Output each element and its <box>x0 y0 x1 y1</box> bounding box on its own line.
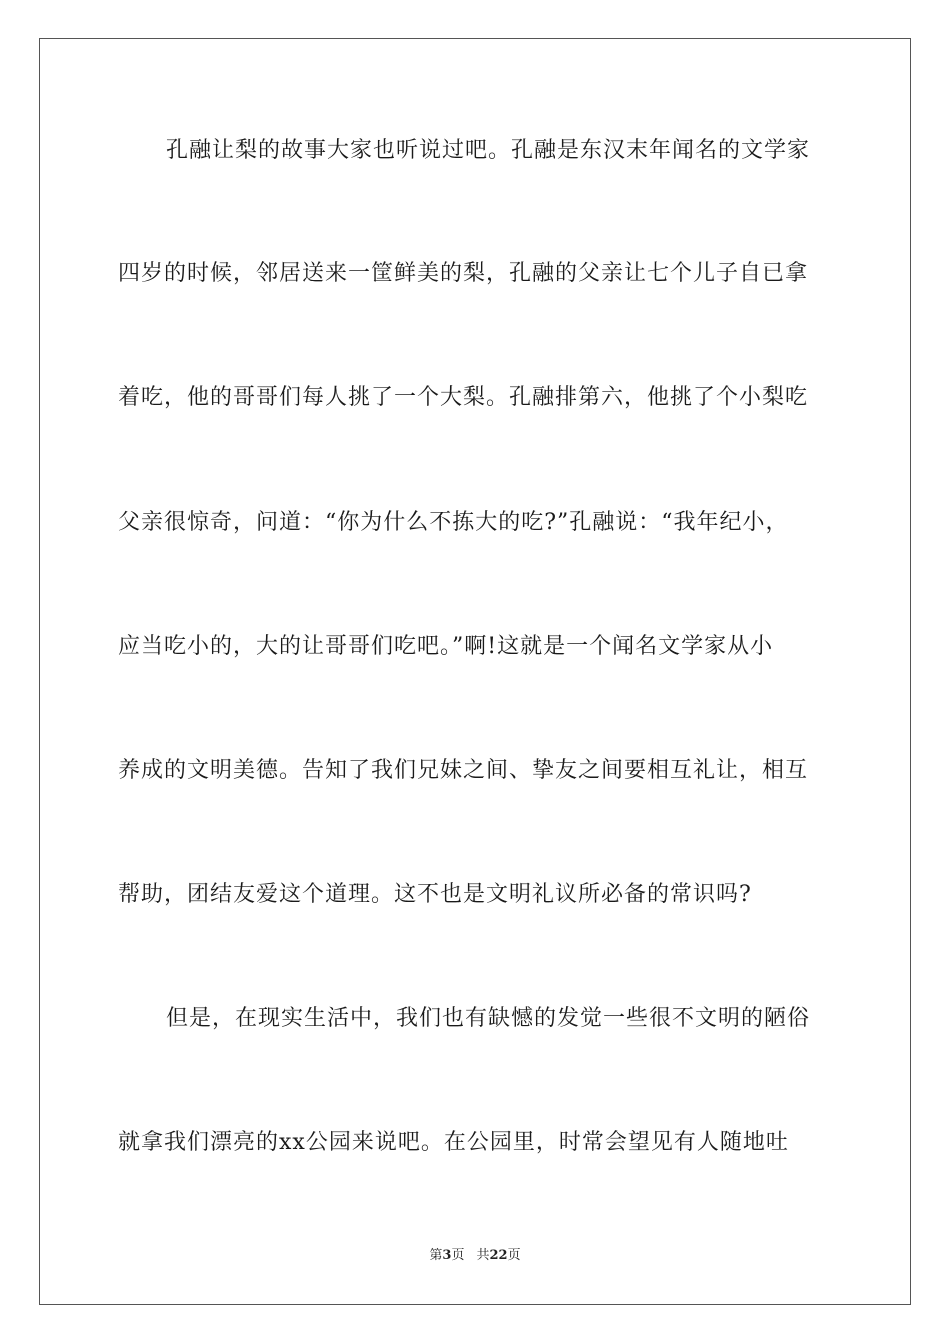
page-suffix: 页 <box>451 1248 465 1263</box>
paragraph-1-line-2: 四岁的时候，邻居送来一筐鲜美的梨，孔融的父亲让七个儿子自已拿 <box>118 261 809 286</box>
paragraph-1-line-3: 着吃，他的哥哥们每人挑了一个大梨。孔融排第六，他挑了个小梨吃 <box>118 385 809 410</box>
paragraph-1-line-7: 帮助，团结友爱这个道理。这不也是文明礼议所必备的常识吗? <box>118 882 752 907</box>
paragraph-2-line-2: 就拿我们漂亮的xx公园来说吧。在公园里，时常会望见有人随地吐 <box>118 1130 789 1155</box>
total-suffix: 页 <box>507 1248 521 1263</box>
paragraph-1-line-1: 孔融让梨的故事大家也听说过吧。孔融是东汉末年闻名的文学家 <box>166 138 811 163</box>
paragraph-1-line-6: 养成的文明美德。告知了我们兄妹之间、挚友之间要相互礼让，相互 <box>118 758 809 783</box>
paragraph-1-line-5: 应当吃小的，大的让哥哥们吃吧。”啊!这就是一个闻名文学家从小 <box>118 634 774 659</box>
page-border <box>39 38 911 1305</box>
total-pages-number: 22 <box>489 1248 508 1263</box>
page-prefix: 第 <box>429 1248 443 1263</box>
current-page-number: 3 <box>442 1248 452 1263</box>
total-prefix: 共 <box>476 1248 490 1263</box>
page-footer <box>0 1247 950 1265</box>
paragraph-2-line-1: 但是，在现实生活中，我们也有缺憾的发觉一些很不文明的陋俗 <box>166 1006 811 1031</box>
paragraph-1-line-4: 父亲很惊奇，问道：“你为什么不拣大的吃?”孔融说：“我年纪小， <box>118 510 789 535</box>
